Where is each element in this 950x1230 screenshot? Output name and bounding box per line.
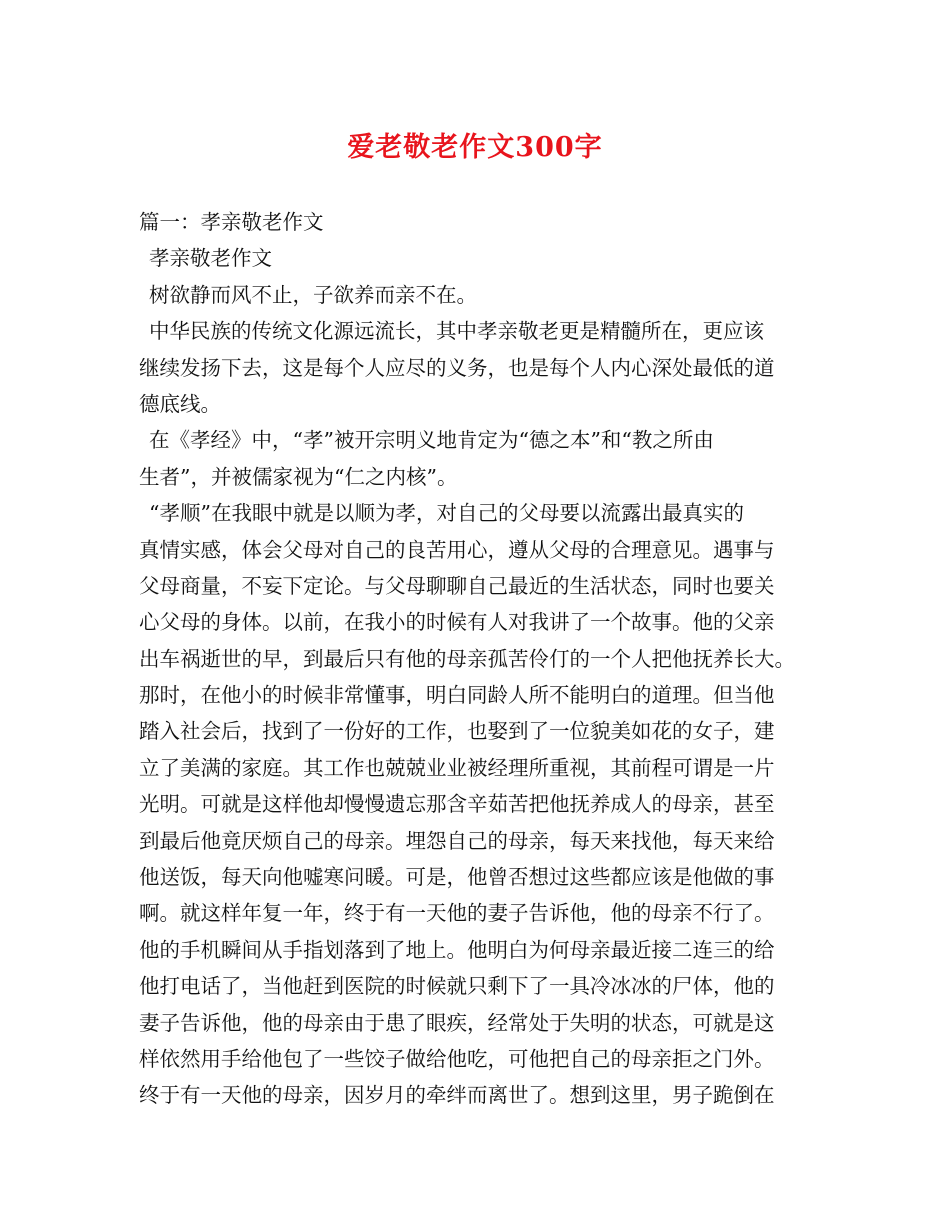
text-line: 光明。可就是这样他却慢慢遗忘那含辛茹苦把他抚养成人的母亲，甚至 <box>139 792 775 817</box>
text-line: 心父母的身体。以前，在我小的时候有人对我讲了一个故事。他的父亲 <box>139 610 775 635</box>
text-line: 立了美满的家庭。其工作也兢兢业业被经理所重视，其前程可谓是一片 <box>139 755 775 780</box>
text-line: 妻子告诉他，他的母亲由于患了眼疾，经常处于失明的状态，可就是这 <box>139 1010 775 1035</box>
text-line: 终于有一天他的母亲，因岁月的牵绊而离世了。想到这里，男子跪倒在 <box>139 1083 775 1108</box>
text-line: 出车祸逝世的早，到最后只有他的母亲孤苦伶仃的一个人把他抚养长大。 <box>139 646 795 671</box>
text-line: 真情实感，体会父母对自己的良苦用心，遵从父母的合理意见。遇事与 <box>139 537 775 562</box>
text-line: 踏入社会后，找到了一份好的工作，也娶到了一位貌美如花的女子，建 <box>139 719 775 744</box>
text-line: 孝亲敬老作文 <box>149 246 272 271</box>
document-body <box>139 204 829 1114</box>
text-line: 啊。就这样年复一年，终于有一天他的妻子告诉他，他的母亲不行了。 <box>139 901 775 926</box>
text-line: 篇一：孝亲敬老作文 <box>139 210 324 234</box>
document-title: 爱老敬老作文300字 <box>347 132 603 163</box>
text-line: 继续发扬下去，这是每个人应尽的义务，也是每个人内心深处最低的道 <box>139 355 775 380</box>
text-line: 样依然用手给他包了一些饺子做给他吃，可他把自己的母亲拒之门外。 <box>139 1046 775 1071</box>
text-line: 父母商量，不妄下定论。与父母聊聊自己最近的生活状态，同时也要关 <box>139 573 775 598</box>
text-line: 他打电话了，当他赶到医院的时候就只剩下了一具冷冰冰的尸体，他的 <box>139 974 775 999</box>
text-line: 生者”，并被儒家视为“仁之内核”。 <box>139 464 458 489</box>
text-line: 德底线。 <box>139 391 221 416</box>
text-line: 树欲静而风不止，子欲养而亲不在。 <box>149 282 477 307</box>
text-line: 在《孝经》中，“孝”被开宗明义地肯定为“德之本”和“教之所由 <box>149 428 714 453</box>
text-line: 他送饭，每天向他嘘寒问暖。可是，他曾否想过这些都应该是他做的事 <box>139 865 775 890</box>
text-line: 到最后他竟厌烦自己的母亲。埋怨自己的母亲，每天来找他，每天来给 <box>139 828 775 853</box>
text-line: 他的手机瞬间从手指划落到了地上。他明白为何母亲最近接二连三的给 <box>139 937 775 962</box>
text-line: 中华民族的传统文化源远流长，其中孝亲敬老更是精髓所在，更应该 <box>149 319 764 344</box>
text-line: “孝顺”在我眼中就是以顺为孝，对自己的父母要以流露出最真实的 <box>149 501 744 526</box>
text-line: 那时，在他小的时候非常懂事，明白同龄人所不能明白的道理。但当他 <box>139 683 775 708</box>
